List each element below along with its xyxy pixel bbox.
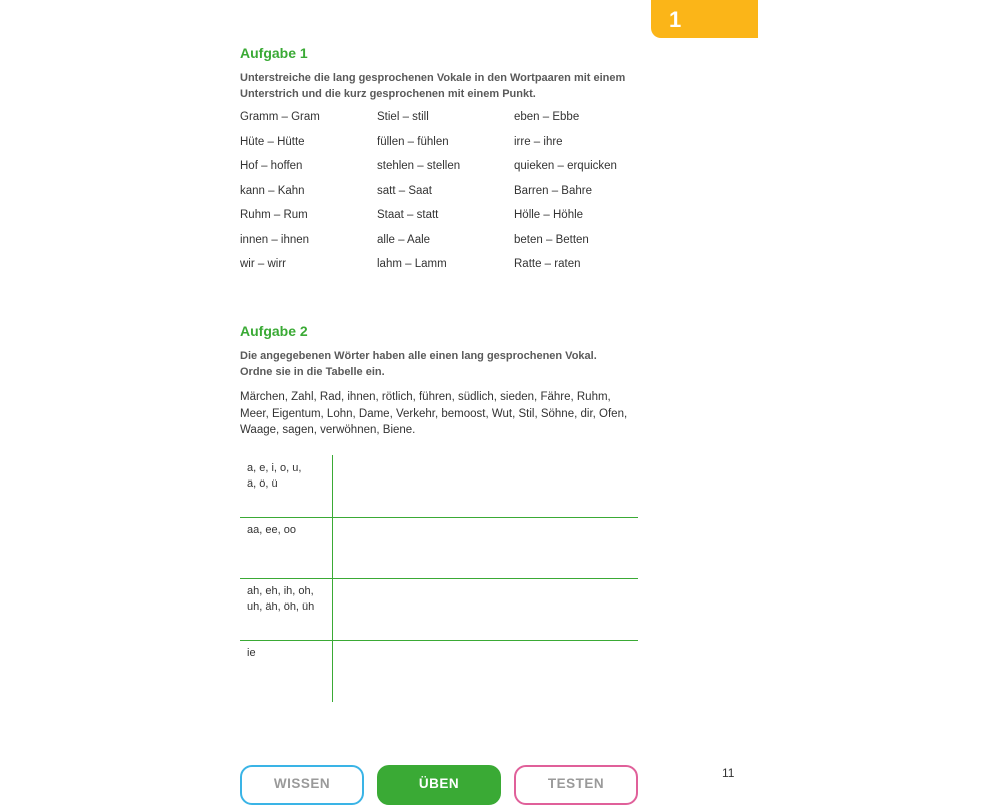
word-pair: beten – Betten [514, 234, 589, 246]
task2-title: Aufgabe 2 [240, 323, 308, 339]
task2-word-list: Märchen, Zahl, Rad, ihnen, rötlich, führen, südlich, sieden, Fähre, Ruhm, Meer, Eigentum, Lohn, Dame, Verkehr, bemoost, Wut, Stil, Söhne, dir, Ofen, Waage, sagen, verwöhnen, Biene. [240, 391, 628, 436]
table-row-divider [240, 640, 638, 641]
table-row-label: aa, ee, oo [247, 524, 296, 536]
word-pair: Gramm – Gram [240, 111, 320, 123]
chapter-tab: 1 [651, 0, 758, 38]
testen-tab-button[interactable]: TESTEN [514, 765, 638, 805]
table-row-label: a, e, i, o, u, ä, ö, ü [247, 462, 302, 490]
task1-title: Aufgabe 1 [240, 45, 308, 61]
task2-instruction-line2: Ordne sie in die Tabelle ein. [240, 366, 385, 378]
table-row-label: ah, eh, ih, oh, uh, äh, öh, üh [247, 585, 315, 613]
word-pair: Barren – Bahre [514, 185, 592, 197]
word-pair: innen – ihnen [240, 234, 310, 246]
word-pair: Staat – statt [377, 209, 439, 221]
word-pair: irre – ihre [514, 136, 563, 148]
ueben-tab-button[interactable]: ÜBEN [377, 765, 501, 805]
word-pair: alle – Aale [377, 234, 431, 246]
table-row-divider [240, 517, 638, 518]
page-number: 11 [722, 766, 735, 780]
word-pair: eben – Ebbe [514, 111, 580, 123]
table-row-divider [240, 578, 638, 579]
word-pair: Ratte – raten [514, 258, 581, 270]
wissen-tab-button[interactable]: WISSEN [240, 765, 364, 805]
table-row-label: ie [247, 647, 256, 659]
word-pair: satt – Saat [377, 185, 432, 197]
word-pair: Ruhm – Rum [240, 209, 308, 221]
task2-instruction-line1: Die angegebenen Wörter haben alle einen lang gesprochenen Vokal. [240, 350, 597, 362]
word-pair: Hüte – Hütte [240, 136, 305, 148]
word-pair: Hölle – Höhle [514, 209, 584, 221]
word-pair: lahm – Lamm [377, 258, 447, 270]
word-pair: stehlen – stellen [377, 160, 461, 172]
word-pair: kann – Kahn [240, 185, 305, 197]
word-pair: füllen – fühlen [377, 136, 449, 148]
word-pair: wir – wirr [240, 258, 286, 270]
word-pair: quieken – erquicken [514, 160, 617, 172]
word-pair: Stiel – still [377, 111, 429, 123]
word-pair: Hof – hoffen [240, 160, 303, 172]
task1-instruction: Unterstreiche die lang gesprochenen Vokale in den Wortpaaren mit einem Unterstrich und die kurz gesprochenen mit einem Punkt. [240, 72, 626, 100]
